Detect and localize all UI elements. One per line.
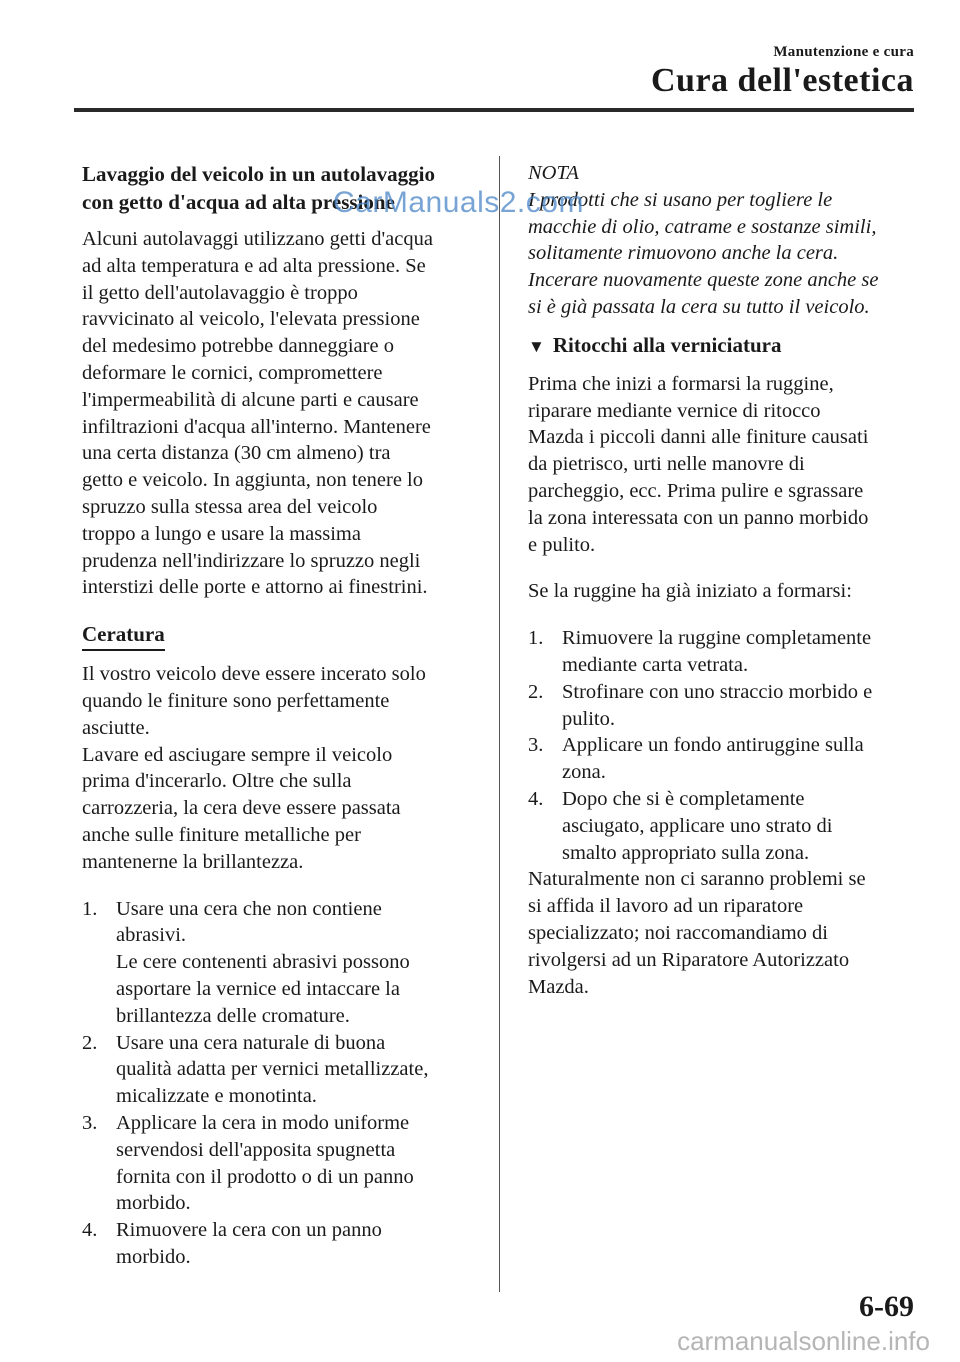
paragraph-rust-intro: Se la ruggine ha già iniziato a formarsi:: [528, 580, 852, 603]
text-line: si affida il lavoro ad un riparatore: [528, 895, 804, 918]
paragraph-washing: [82, 226, 482, 601]
text-line: macchie di olio, catrame e sostanze simili,: [528, 215, 877, 238]
text-line: la zona interessata con un panno morbido: [528, 506, 869, 529]
text-line: mantenerne la brillantezza.: [82, 850, 304, 873]
list-item-line: mediante carta vetrata.: [562, 653, 749, 676]
text-line: infiltrazioni d'acqua all'interno. Mantenere: [82, 415, 431, 438]
text-line: spruzzo sulla stessa area del veicolo: [82, 495, 378, 518]
text-line: I prodotti che si usano per togliere le: [528, 188, 833, 211]
list-item: [82, 1217, 482, 1271]
list-item-line: asportare la vernice ed intaccare la: [116, 977, 400, 1000]
watermark-logo: CarManuals2.com: [333, 186, 584, 219]
text-line: e pulito.: [528, 533, 596, 556]
list-item-line: Usare una cera che non contiene: [116, 897, 382, 920]
paragraph-waxing: [82, 661, 482, 875]
text-line: getto e veicolo. In aggiunta, non tenere lo: [82, 469, 423, 492]
section-heading-line-2: con getto d'acqua ad alta pressione: [82, 190, 395, 214]
text-line: Mazda.: [528, 975, 589, 998]
text-line: Il vostro veicolo deve essere incerato solo: [82, 663, 426, 686]
list-item-line: Le cere contenenti abrasivi possono: [116, 951, 410, 974]
text-line: Alcuni autolavaggi utilizzano getti d'acqua: [82, 228, 433, 250]
list-item-line: Rimuovere la cera con un panno: [116, 1219, 382, 1242]
text-line: Prima che inizi a formarsi la ruggine,: [528, 372, 834, 395]
header-rule: [74, 108, 914, 112]
text-line: l'impermeabilità di alcune parti e causare: [82, 388, 419, 411]
text-line: solitamente rimuovono anche la cera.: [528, 242, 839, 265]
text-line: ravvicinato al veicolo, l'elevata pressione: [82, 308, 420, 331]
text-line: asciutte.: [82, 716, 150, 739]
list-item: [528, 786, 920, 866]
list-item: [528, 679, 920, 733]
subheading-waxing: Ceratura: [82, 621, 482, 651]
list-item-line: Strofinare con uno straccio morbido e: [562, 680, 873, 703]
list-item-number: 1.: [82, 897, 98, 920]
column-divider: [499, 156, 500, 1292]
text-line: prima d'incerarlo. Oltre che sulla: [82, 770, 352, 793]
text-line: del medesimo potrebbe danneggiare o: [82, 335, 394, 358]
list-item: [528, 625, 920, 679]
note-label: NOTA: [528, 162, 579, 184]
list-item: [82, 1110, 482, 1217]
list-item-line: qualità adatta per vernici metallizzate,: [116, 1058, 429, 1081]
text-line: Lavare ed asciugare sempre il veicolo: [82, 743, 393, 766]
text-line: quando le finiture sono perfettamente: [82, 689, 390, 712]
list-item-line: smalto appropriato sulla zona.: [562, 841, 810, 864]
section-heading-touchup: [528, 331, 920, 361]
text-line: parcheggio, ecc. Prima pulire e sgrassare: [528, 479, 864, 502]
list-item-number: 2.: [82, 1031, 98, 1054]
list-item-line: Rimuovere la ruggine completamente: [562, 627, 872, 650]
list-item-number: 4.: [528, 787, 544, 810]
section-heading-touchup-label: Ritocchi alla verniciatura: [552, 332, 782, 357]
list-item: [82, 1030, 482, 1110]
list-item-number: 3.: [528, 734, 544, 757]
list-item-line: morbido.: [116, 1192, 191, 1215]
text-line: deformare le cornici, compromettere: [82, 361, 383, 384]
paragraph-specialist: [528, 866, 920, 1000]
page-title: Cura dell'estetica: [651, 62, 914, 99]
section-heading-line-1: Lavaggio del veicolo in un autolavaggio: [82, 162, 435, 186]
text-line: anche sulle finiture metalliche per: [82, 823, 361, 846]
text-line: Naturalmente non ci saranno problemi se: [528, 868, 866, 891]
header-section-label: Manutenzione e cura: [773, 44, 914, 60]
list-item-line: fornita con il prodotto o di un panno: [116, 1165, 414, 1188]
text-line: da pietrisco, urti nelle manovre di: [528, 453, 805, 476]
list-item-line: Usare una cera naturale di buona: [116, 1031, 386, 1054]
text-line: interstizi delle porte e attorno ai finestrini.: [82, 576, 428, 599]
note-text: [528, 187, 920, 321]
list-item-line: zona.: [562, 761, 606, 784]
list-item-line: Dopo che si è completamente: [562, 787, 805, 810]
list-item: [82, 896, 482, 1030]
list-item-line: pulito.: [562, 707, 615, 730]
list-item-line: micalizzate e monotinta.: [116, 1085, 317, 1108]
list-item-line: asciugato, applicare uno strato di: [562, 814, 833, 837]
right-column: [528, 160, 920, 1000]
text-line: prudenza nell'indirizzare lo spruzzo negli: [82, 549, 421, 572]
list-item-line: abrasivi.: [116, 924, 187, 947]
text-line: Mazda i piccoli danni alle finiture causati: [528, 426, 869, 449]
list-item-line: Applicare un fondo antiruggine sulla: [562, 734, 864, 757]
text-line: una certa distanza (30 cm almeno) tra: [82, 442, 391, 465]
text-line: Incerare nuovamente queste zone anche se: [528, 269, 879, 292]
page-number: 6-69: [859, 1290, 914, 1323]
list-item-line: brillantezza delle cromature.: [116, 1004, 350, 1027]
triangle-down-icon: ▼: [528, 336, 545, 356]
waxing-steps-list: [82, 896, 482, 1271]
text-line: il getto dell'autolavaggio è troppo: [82, 281, 358, 304]
text-line: riparare mediante vernice di ritocco: [528, 399, 821, 422]
list-item-line: servendosi dell'apposita spugnetta: [116, 1138, 396, 1161]
text-line: carrozzeria, la cera deve essere passata: [82, 797, 401, 820]
list-item-number: 1.: [528, 627, 544, 650]
text-line: ad alta temperatura e ad alta pressione. Se: [82, 254, 426, 277]
paragraph-touchup: [528, 371, 920, 559]
list-item-line: morbido.: [116, 1245, 191, 1268]
list-item-number: 2.: [528, 680, 544, 703]
list-item-number: 4.: [82, 1219, 98, 1242]
text-line: specializzato; noi raccomandiamo di: [528, 921, 828, 944]
text-line: si è già passata la cera su tutto il veicolo.: [528, 295, 870, 318]
rust-steps-list: [528, 625, 920, 866]
footer-watermark: carmanualsonline.info: [677, 1326, 930, 1356]
list-item-number: 3.: [82, 1111, 98, 1134]
text-line: rivolgersi ad un Riparatore Autorizzato: [528, 948, 850, 971]
left-column: [82, 160, 482, 1271]
list-item: [528, 732, 920, 786]
list-item-line: Applicare la cera in modo uniforme: [116, 1111, 410, 1134]
text-line: troppo a lungo e usare la massima: [82, 522, 361, 545]
